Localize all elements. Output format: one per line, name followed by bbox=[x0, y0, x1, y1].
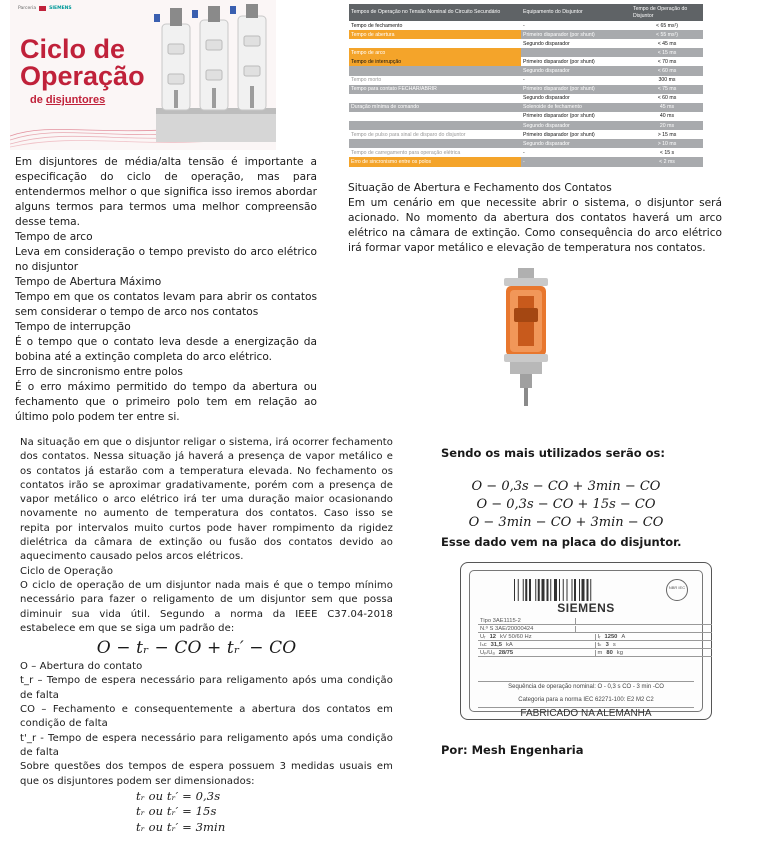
table-cell: < 45 ms bbox=[631, 39, 703, 48]
definition-co: CO – Fechamento e consequentemente a abertura dos contatos em condição de falta bbox=[20, 704, 393, 730]
contacts-section bbox=[348, 181, 722, 256]
heading-max-opening: Tempo de Abertura Máximo bbox=[15, 276, 162, 288]
spec-unit: kg bbox=[616, 650, 623, 656]
nameplate bbox=[460, 562, 712, 720]
spec-value: 1250 bbox=[604, 634, 618, 640]
table-cell bbox=[349, 121, 521, 130]
paragraph-max-opening: Tempo em que os contatos levam para abrir os contatos sem considerar o tempo de arco nos contatos bbox=[15, 291, 317, 318]
spec-cell bbox=[596, 634, 713, 640]
table-row bbox=[349, 157, 703, 166]
table-cell: 45 ms bbox=[631, 103, 703, 112]
table-cell: Primeiro disparador (por shunt) bbox=[521, 130, 631, 139]
table-cell: 40 ms bbox=[631, 112, 703, 121]
nameplate-specs bbox=[478, 617, 712, 657]
table-cell: Tempo de pulso para sinal de disparo do disjuntor bbox=[349, 130, 521, 139]
author-credit: Por: Mesh Engenharia bbox=[441, 743, 584, 757]
formula-option-2: O − 0,3s − CO + 15s − CO bbox=[476, 497, 656, 512]
table-cell: < 15 s bbox=[631, 148, 703, 157]
heading-interruption: Tempo de interrupção bbox=[15, 321, 131, 333]
table-cell: < 2 ms bbox=[631, 157, 703, 166]
table-cell: Tempo de abertura bbox=[349, 30, 521, 39]
table-cell: > 15 ms bbox=[631, 130, 703, 139]
table-row bbox=[349, 103, 703, 112]
spec-value: 3 bbox=[605, 642, 609, 648]
table-cell bbox=[521, 48, 631, 57]
nameplate-brand: SIEMENS bbox=[557, 601, 615, 615]
spec-unit: A bbox=[621, 634, 626, 640]
table-cell: < 75 ms bbox=[631, 85, 703, 94]
table-cell: Segundo disparador bbox=[521, 121, 631, 130]
paragraph-arc-time: Leva em consideração o tempo previsto do arco elétrico no disjuntor bbox=[15, 246, 317, 273]
siemens-mini-logo: SIEMENS bbox=[49, 6, 72, 11]
paragraph-sync-error: É o erro máximo permitido do tempo da abertura ou fechamento que o primeiro polo tem em relação ao último polo podem ter entre si. bbox=[15, 381, 317, 423]
paragraph-nameplate: Esse dado vem na placa do disjuntor. bbox=[441, 535, 682, 549]
banner-subtitle-prefix: de bbox=[30, 94, 46, 106]
table-row bbox=[349, 21, 703, 30]
table-cell: < 70 ms bbox=[631, 57, 703, 66]
table-cell: - bbox=[521, 76, 631, 85]
table-row bbox=[349, 94, 703, 103]
table-cell: Segundo disparador bbox=[521, 66, 631, 75]
table-cell: < 65 ms¹) bbox=[631, 21, 703, 30]
table-cell bbox=[349, 139, 521, 148]
barcode-icon bbox=[514, 579, 632, 601]
spec-serial: N.º S 3AE/20000424 bbox=[478, 626, 576, 632]
table-row bbox=[349, 139, 703, 148]
mesh-logo-icon bbox=[39, 6, 46, 11]
paragraph-reclosing: Na situação em que o disjuntor religar o sistema, irá ocorrer fechamento dos contatos. Nessa situação já haverá a presença de vapor metálico e os contatos já estarão com a temperatura elevada. No fechamento os contatos irão se aproximar gradativamente, porém com a presença de vapor metálico o arco elétrico irá ter uma duração maior ocasionando novamente no aumento de temperatura dos contatos. Caso isso se repita por intervalos muito curtos pode haver rompimento da rigidez dielétrica da câmara de extinção ou fusão dos contatos devido ao aquecimento causado pelos arcos elétricos. bbox=[20, 437, 393, 563]
nameplate-sequence: Sequência de operação nominal: O - 0,3 s CO - 3 min -CO bbox=[478, 681, 694, 690]
table-body bbox=[349, 21, 703, 167]
table-row bbox=[349, 30, 703, 39]
spec-cell bbox=[478, 642, 596, 648]
table-cell: - bbox=[521, 148, 631, 157]
table-cell bbox=[349, 39, 521, 48]
table-cell: < 60 ms bbox=[631, 94, 703, 103]
spec-cell bbox=[478, 650, 596, 656]
nameplate-made-in: FABRICADO NA ALEMANHA bbox=[478, 707, 694, 719]
header-banner bbox=[10, 0, 276, 150]
table-cell: Primeiro disparador (por shunt) bbox=[521, 57, 631, 66]
table-cell: > 10 ms bbox=[631, 139, 703, 148]
table-cell: Segundo disparador bbox=[521, 139, 631, 148]
spec-label: Uᵣ bbox=[480, 634, 486, 640]
spec-unit: kA bbox=[505, 642, 513, 648]
table-row bbox=[349, 121, 703, 130]
spec-row bbox=[478, 649, 712, 657]
table-cell: < 55 ms¹) bbox=[631, 30, 703, 39]
spec-row bbox=[478, 641, 712, 649]
table-cell: < 15 ms bbox=[631, 48, 703, 57]
heading-operation-cycle: Ciclo de Operação bbox=[20, 565, 114, 577]
heading-contacts: Situação de Abertura e Fechamento dos Contatos bbox=[348, 182, 612, 194]
partner-text: Parceria bbox=[18, 6, 37, 11]
table-row bbox=[349, 66, 703, 75]
spec-cell bbox=[478, 634, 596, 640]
table-header-cell: Tempos de Operação no Tensão Nominal do Circuito Secundário bbox=[349, 4, 521, 21]
spec-type: Tipo 3AE1115-2 bbox=[478, 618, 576, 624]
table-cell: - bbox=[521, 21, 631, 30]
table-cell: Tempo de interrupção bbox=[349, 57, 521, 66]
table-cell: Segundo disparador bbox=[521, 94, 631, 103]
definition-tr: t_r – Tempo de espera necessário para religamento após uma condição de falta bbox=[20, 675, 393, 701]
formula-option-1: O − 0,3s − CO + 3min − CO bbox=[471, 479, 661, 494]
table-cell: Tempo de arco bbox=[349, 48, 521, 57]
paragraph-interruption: É o tempo que o contato leva desde a energização da bobina até a extinção completa do arco elétrico. bbox=[15, 336, 317, 363]
table-cell: Tempo de carregamento para operação elétrica bbox=[349, 148, 521, 157]
intro-paragraph: Em disjuntores de média/alta tensão é importante a especificação do ciclo de operação, mas para entendermos melhor o que significa isso iremos abordar alguns termos para termos uma melhor compreensão desse tema. bbox=[15, 156, 317, 228]
spec-cell bbox=[596, 642, 713, 648]
table-cell: Erro de sincronismo entre os polos bbox=[349, 157, 521, 166]
table-cell: < 60 ms bbox=[631, 66, 703, 75]
spec-row bbox=[478, 633, 712, 641]
spec-label: Uₚ/Uₐ bbox=[480, 650, 495, 656]
table-header-cell: Equipamento do Disjuntor bbox=[521, 4, 631, 21]
banner-title-line1: Ciclo de bbox=[20, 34, 126, 64]
spec-label: Iₛc bbox=[480, 642, 487, 648]
table-cell: Primeiro disparador (por shunt) bbox=[521, 85, 631, 94]
table-cell: Tempo morto bbox=[349, 76, 521, 85]
spec-row bbox=[478, 617, 712, 625]
table-cell: 20 ms bbox=[631, 121, 703, 130]
formula-option-3: O − 3min − CO + 3min − CO bbox=[468, 515, 664, 530]
definition-o: O – Abertura do contato bbox=[20, 661, 143, 673]
table-row bbox=[349, 112, 703, 121]
formula-list bbox=[441, 478, 691, 532]
table-cell: Duração mínima de comando bbox=[349, 103, 521, 112]
operation-times-table bbox=[349, 4, 703, 167]
table-cell bbox=[349, 94, 521, 103]
banner-subtitle-word: disjuntores bbox=[45, 94, 106, 106]
spec-row bbox=[478, 625, 712, 633]
formula-main: O − tᵣ − CO + tᵣ′ − CO bbox=[96, 638, 297, 659]
table-cell: Primeiro disparador (por shunt) bbox=[521, 30, 631, 39]
table-cell bbox=[349, 66, 521, 75]
table-cell: - bbox=[521, 157, 631, 166]
banner-title-line2: Operação bbox=[20, 61, 145, 91]
table-cell bbox=[349, 112, 521, 121]
circuit-breaker-image-icon bbox=[152, 4, 276, 146]
table-cell: Primeiro disparador (por shunt) bbox=[521, 112, 631, 121]
table-row bbox=[349, 76, 703, 85]
nameplate-category: Categoria para a norma IEC 62271-100: E2 M2 C2 bbox=[518, 697, 654, 703]
heading-most-used: Sendo os mais utilizados serão os: bbox=[441, 446, 665, 460]
spec-value: 12 bbox=[489, 634, 497, 640]
spec-value: 31,5 bbox=[490, 642, 502, 648]
table-cell: 300 ms bbox=[631, 76, 703, 85]
measure-1: tᵣ ou tᵣ′ = 0,3s bbox=[136, 788, 221, 803]
spec-value: 28/75 bbox=[498, 650, 514, 656]
spec-label: m bbox=[597, 650, 603, 656]
definition-trp: t'_r - Tempo de espera necessário para religamento após uma condição de falta bbox=[20, 732, 393, 758]
table-row bbox=[349, 39, 703, 48]
table-cell: Segundo disparador bbox=[521, 39, 631, 48]
table-row bbox=[349, 85, 703, 94]
banner-subtitle bbox=[30, 94, 105, 106]
heading-sync-error: Erro de sincronismo entre polos bbox=[15, 366, 183, 378]
spec-label: tₖ bbox=[597, 642, 602, 648]
vacuum-interrupter-image-icon bbox=[496, 268, 556, 408]
paragraph-operation-cycle: O ciclo de operação de um disjuntor nada mais é que o tempo mínimo necessário para fazer o religamento de um disjuntor sem que possa diminuir sua vida útil. Segundo a norma da IEEE C37.04-2018 estabelece em que se siga um padrão de: bbox=[20, 579, 393, 634]
spec-value: 80 bbox=[606, 650, 613, 656]
measure-2: tᵣ ou tᵣ′ = 15s bbox=[136, 804, 217, 819]
table-row bbox=[349, 148, 703, 157]
certification-seal-icon: NBR IEC bbox=[666, 579, 688, 601]
paragraph-contacts: Em um cenário em que necessite abrir o sistema, o disjuntor será acionado. No momento da abertura dos contatos haverá um arco elétrico na câmara de extinção. Como consequência do arco elétrico irá formar vapor metálico e elevação de temperatura nos contatos. bbox=[348, 197, 722, 254]
table-header-row bbox=[349, 4, 703, 21]
partner-line bbox=[18, 6, 72, 11]
spec-unit: kV 50/60 Hz bbox=[500, 634, 532, 640]
table-cell: Tempo de fechamento bbox=[349, 21, 521, 30]
table-cell: Tempo para contato FECHAR/ABRIR bbox=[349, 85, 521, 94]
spec-label: Iᵣ bbox=[597, 634, 601, 640]
table-cell: Solenoide de fechamento bbox=[521, 103, 631, 112]
operation-cycle-section bbox=[20, 436, 393, 835]
nameplate-frame bbox=[469, 570, 703, 719]
table-row bbox=[349, 48, 703, 57]
spec-unit: s bbox=[612, 642, 616, 648]
intro-section bbox=[15, 155, 317, 425]
paragraph-measures: Sobre questões dos tempos de espera possuem 3 medidas usuais em que os disjuntores podem ser dimensionados: bbox=[20, 761, 393, 787]
heading-arc-time: Tempo de arco bbox=[15, 231, 93, 243]
table-row bbox=[349, 130, 703, 139]
spec-cell bbox=[596, 650, 713, 656]
table-header-cell: Tempo de Operação do Disjuntor bbox=[631, 4, 703, 21]
measure-3: tᵣ ou tᵣ′ = 3min bbox=[136, 819, 226, 834]
table-row bbox=[349, 57, 703, 66]
